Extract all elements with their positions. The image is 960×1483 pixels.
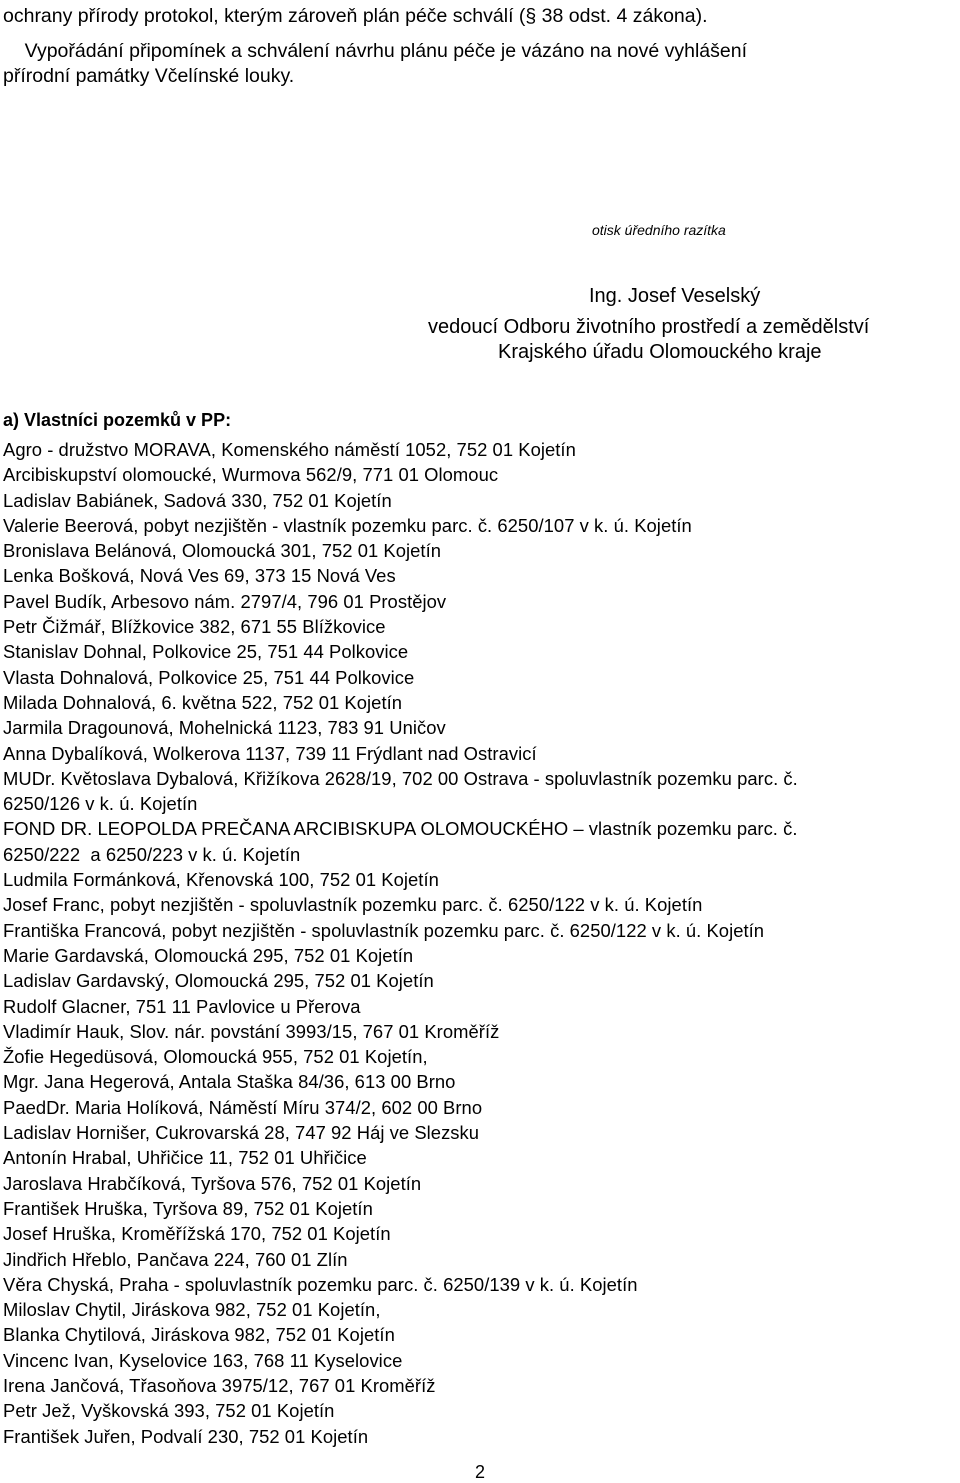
signatory-office: Krajského úřadu Olomouckého kraje bbox=[498, 341, 822, 363]
owner-line: Vincenc Ivan, Kyselovice 163, 768 11 Kyselovice bbox=[3, 1349, 403, 1371]
owner-line: Josef Hruška, Kroměřížská 170, 752 01 Kojetín bbox=[3, 1223, 391, 1245]
owner-line: Stanislav Dohnal, Polkovice 25, 751 44 Polkovice bbox=[3, 641, 409, 663]
intro-line-3: přírodní památky Včelínské louky. bbox=[3, 65, 295, 87]
owner-line: Bronislava Belánová, Olomoucká 301, 752 01 Kojetín bbox=[3, 540, 442, 562]
owner-line: Anna Dybalíková, Wolkerova 1137, 739 11 Frýdlant nad Ostravicí bbox=[3, 742, 537, 764]
owner-line: František Hruška, Tyršova 89, 752 01 Kojetín bbox=[3, 1197, 373, 1219]
intro-line-2: Vypořádání připomínek a schválení návrhu plánu péče je vázáno na nové vyhlášení bbox=[3, 40, 747, 62]
owner-line: Miloslav Chytil, Jiráskova 982, 752 01 Kojetín, bbox=[3, 1299, 381, 1321]
page-number: 2 bbox=[475, 1462, 486, 1482]
signatory-name: Ing. Josef Veselský bbox=[589, 285, 761, 307]
owner-line: Arcibiskupství olomoucké, Wurmova 562/9, 771 01 Olomouc bbox=[3, 464, 499, 486]
owner-line: Žofie Hegedüsová, Olomoucká 955, 752 01 Kojetín, bbox=[3, 1046, 428, 1068]
stamp-placeholder: otisk úředního razítka bbox=[592, 222, 726, 238]
owner-line: Pavel Budík, Arbesovo nám. 2797/4, 796 01 Prostějov bbox=[3, 590, 447, 612]
owner-line: MUDr. Květoslava Dybalová, Křižíkova 2628/19, 702 00 Ostrava - spoluvlastník pozemku parc. č. bbox=[3, 767, 798, 789]
owner-line: Jarmila Dragounová, Mohelnická 1123, 783 91 Uničov bbox=[3, 717, 446, 739]
owner-line: 6250/222 a 6250/223 v k. ú. Kojetín bbox=[3, 843, 301, 865]
owner-line: Vlasta Dohnalová, Polkovice 25, 751 44 Polkovice bbox=[3, 666, 415, 688]
owner-line: Františka Francová, pobyt nezjištěn - spoluvlastník pozemku parc. č. 6250/122 v k. ú. Kojetín bbox=[3, 919, 765, 941]
owner-line: Petr Čižmář, Blížkovice 382, 671 55 Blížkovice bbox=[3, 616, 386, 638]
owner-line: PaedDr. Maria Holíková, Náměstí Míru 374/2, 602 00 Brno bbox=[3, 1096, 483, 1118]
owner-line: Jindřich Hřeblo, Pančava 224, 760 01 Zlín bbox=[3, 1248, 348, 1270]
signatory-position: vedoucí Odboru životního prostředí a zemědělství bbox=[428, 316, 870, 338]
owner-line: Věra Chyská, Praha - spoluvlastník pozemku parc. č. 6250/139 v k. ú. Kojetín bbox=[3, 1273, 638, 1295]
owner-line: Marie Gardavská, Olomoucká 295, 752 01 Kojetín bbox=[3, 944, 414, 966]
owner-line: Ladislav Gardavský, Olomoucká 295, 752 01 Kojetín bbox=[3, 970, 434, 992]
owner-line: 6250/126 v k. ú. Kojetín bbox=[3, 793, 198, 815]
owner-line: Ludmila Formánková, Křenovská 100, 752 01 Kojetín bbox=[3, 869, 439, 891]
owner-line: Ladislav Hornišer, Cukrovarská 28, 747 92 Háj ve Slezsku bbox=[3, 1122, 480, 1144]
owners-list bbox=[3, 437, 798, 1449]
owner-line: František Juřen, Podvalí 230, 752 01 Kojetín bbox=[3, 1425, 369, 1447]
owner-line: Blanka Chytilová, Jiráskova 982, 752 01 Kojetín bbox=[3, 1324, 395, 1346]
owner-line: Lenka Bošková, Nová Ves 69, 373 15 Nová Ves bbox=[3, 565, 396, 587]
owner-line: Mgr. Jana Hegerová, Antala Staška 84/36, 613 00 Brno bbox=[3, 1071, 456, 1093]
owner-line: Rudolf Glacner, 751 11 Pavlovice u Přerova bbox=[3, 995, 361, 1017]
owners-heading: a) Vlastníci pozemků v PP: bbox=[3, 410, 232, 430]
owner-line: Vladimír Hauk, Slov. nár. povstání 3993/15, 767 01 Kroměříž bbox=[3, 1020, 500, 1042]
owner-line: Josef Franc, pobyt nezjištěn - spoluvlastník pozemku parc. č. 6250/122 v k. ú. Kojetín bbox=[3, 894, 703, 916]
owner-line: Ladislav Babiánek, Sadová 330, 752 01 Kojetín bbox=[3, 489, 392, 511]
owner-line: FOND DR. LEOPOLDA PREČANA ARCIBISKUPA OLOMOUCKÉHO – vlastník pozemku parc. č. bbox=[3, 818, 798, 840]
owner-line: Milada Dohnalová, 6. května 522, 752 01 Kojetín bbox=[3, 691, 403, 713]
owner-line: Valerie Beerová, pobyt nezjištěn - vlastník pozemku parc. č. 6250/107 v k. ú. Kojetín bbox=[3, 514, 692, 536]
owner-line: Jaroslava Hrabčíková, Tyršova 576, 752 01 Kojetín bbox=[3, 1172, 422, 1194]
owner-line: Agro - družstvo MORAVA, Komenského náměstí 1052, 752 01 Kojetín bbox=[3, 439, 576, 460]
owner-line: Antonín Hrabal, Uhřičice 11, 752 01 Uhřičice bbox=[3, 1147, 367, 1169]
owner-line: Petr Jež, Vyškovská 393, 752 01 Kojetín bbox=[3, 1400, 335, 1422]
owner-line: Irena Jančová, Třasoňova 3975/12, 767 01 Kroměříž bbox=[3, 1374, 436, 1396]
intro-line-1: ochrany přírody protokol, kterým zároveň plán péče schválí (§ 38 odst. 4 zákona). bbox=[3, 5, 708, 27]
